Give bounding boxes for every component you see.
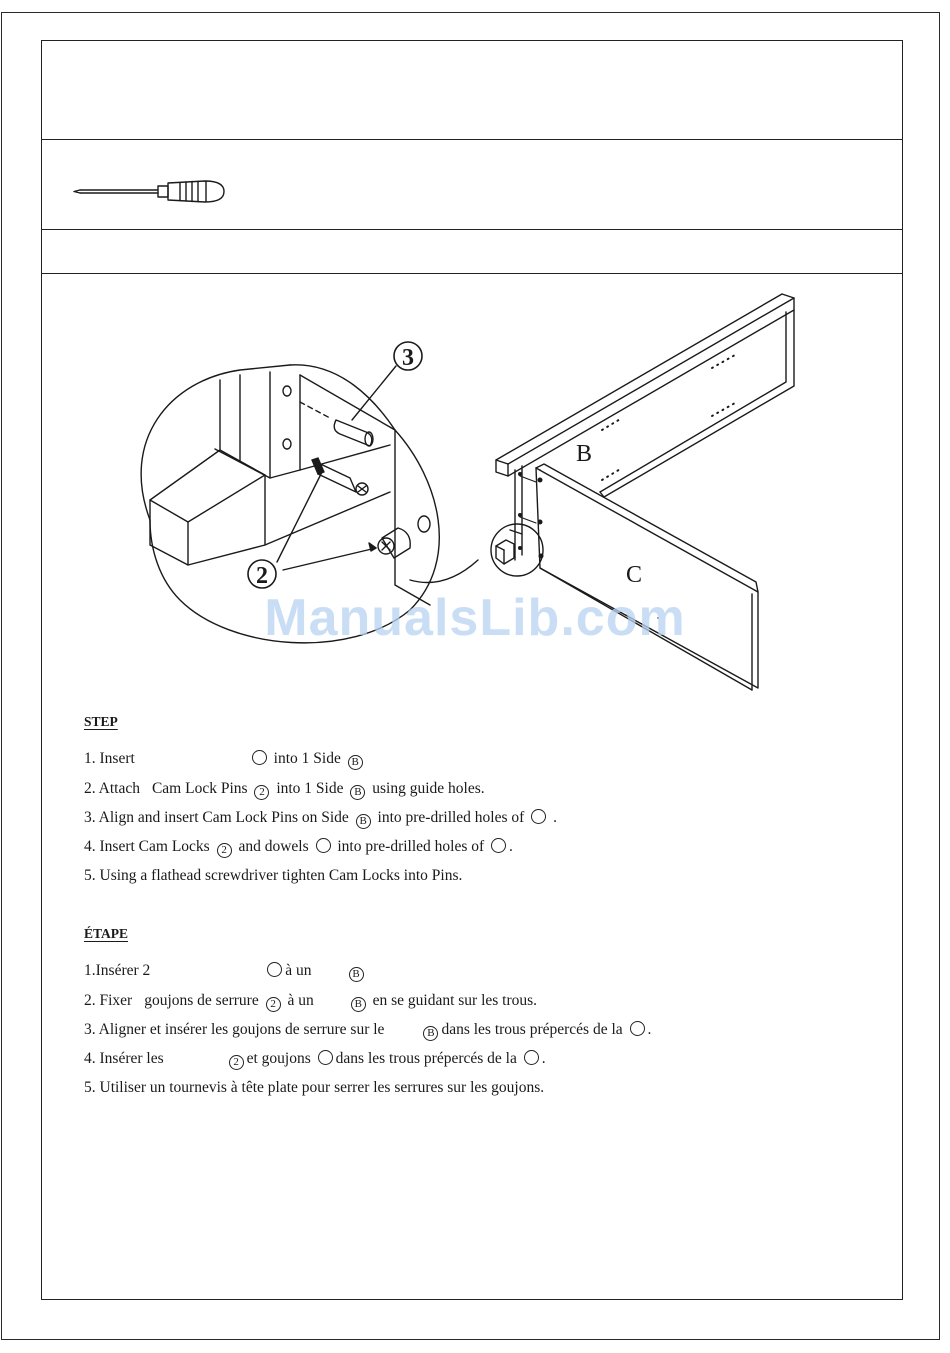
french-heading: ÉTAPE [84, 926, 129, 941]
english-step-1: 1. Insert into 1 Side B [84, 744, 557, 773]
panel-c-drawing [491, 464, 758, 690]
callout-3-label: 3 [402, 345, 414, 371]
french-step-3: 3. Aligner et insérer les goujons de serrure sur le B dans les trous prépercés de la . [84, 1020, 652, 1039]
english-step-4: 4. Insert Cam Locks 2 and dowels into pre-drilled holes of . [84, 838, 513, 857]
french-steps [84, 919, 651, 1103]
english-step-3: 3. Align and insert Cam Lock Pins on Side B into pre-drilled holes of . [84, 808, 557, 827]
english-heading: STEP [84, 714, 118, 729]
panel-b-label: B [575, 441, 593, 467]
panel-c-label: C [625, 562, 643, 588]
watermark: ManualsLib.com [264, 589, 686, 647]
french-step-1: 1.Insérer 2 à un B [84, 956, 651, 985]
english-step-2: 2. Attach Cam Lock Pins 2 into 1 Side B using guide holes. [84, 779, 485, 798]
french-step-5: 5. Utiliser un tournevis à tête plate pour serrer les serrures sur les goujons. [84, 1079, 545, 1097]
english-step-5: 5. Using a flathead screwdriver tighten Cam Locks into Pins. [84, 867, 463, 885]
french-step-4: 4. Insérer les 2 et goujons dans les trous prépercés de la . [84, 1050, 546, 1069]
french-step-2: 2. Fixer goujons de serrure 2 à un B en se guidant sur les trous. [84, 991, 538, 1010]
english-steps [84, 707, 557, 891]
screwdriver-icon [74, 181, 224, 202]
callout-2-label: 2 [256, 563, 268, 589]
